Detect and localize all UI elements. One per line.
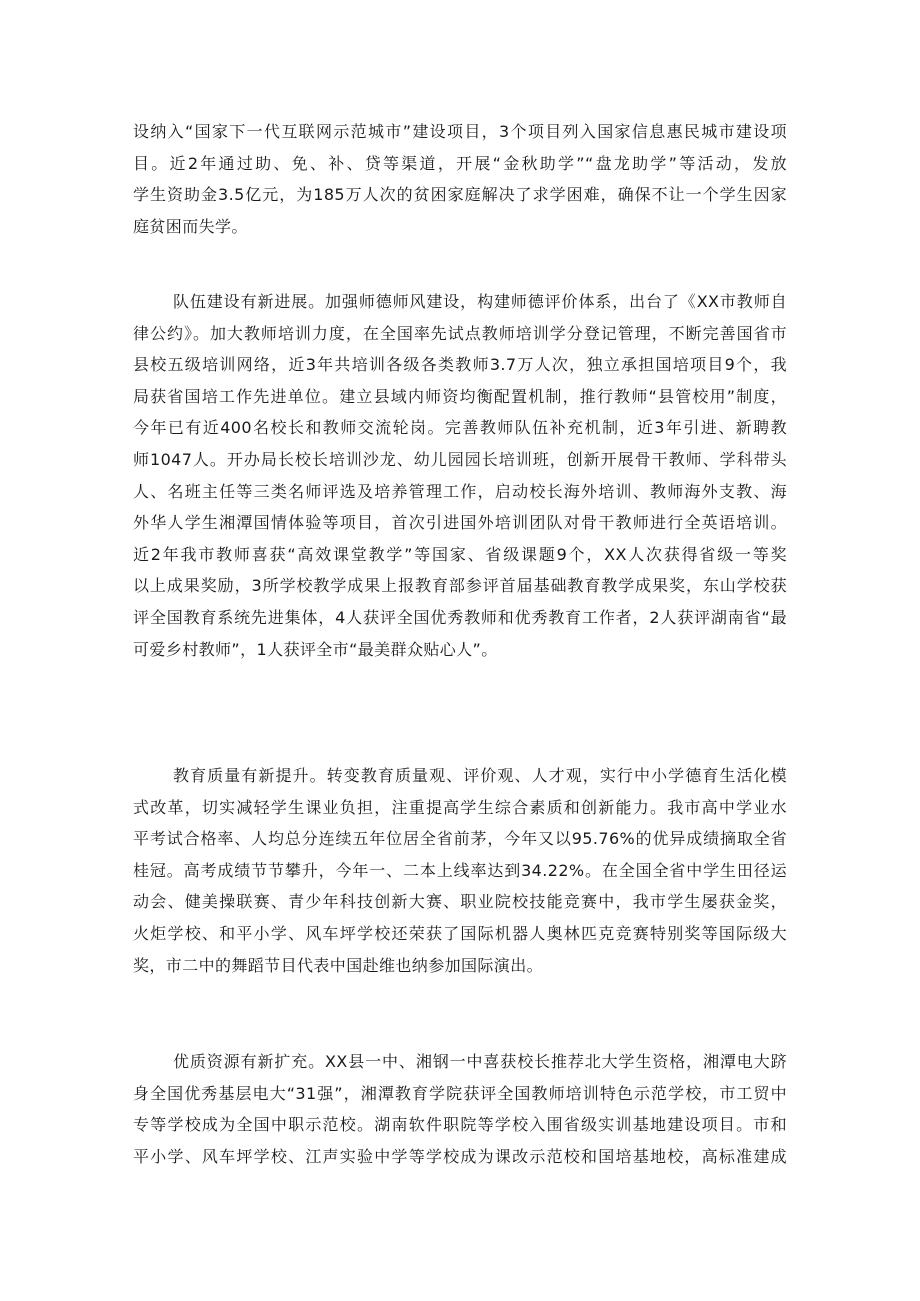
text-line: 评全国教育系统先进集体，4人获评全国优秀教师和优秀教育工作者，2人获评湖南省“最 — [133, 607, 787, 627]
text-line: 动会、健美操联赛、青少年科技创新大赛、职业院校技能竞赛中，我市学生屡获金奖， — [133, 892, 787, 912]
text-line: 队伍建设有新进展。加强师德师风建设，构建师德评价体系，出台了《XX市教师自 — [173, 292, 787, 311]
text-line: 目。近2年通过助、免、补、贷等渠道，开展“金秋助学”“盘龙助学”等活动，发放 — [133, 153, 787, 173]
text-line: 教育质量有新提升。转变教育质量观、评价观、人才观，实行中小学德育生活化模 — [173, 766, 787, 785]
text-line: 县校五级培训网络，近3年共培训各级各类教师3.7万人次，独立承担国培项目9个，我 — [133, 355, 787, 375]
text-line: 专等学校成为全国中职示范校。湖南软件职院等学校入围省级实训基地建设项目。市和 — [133, 1115, 787, 1135]
paragraph-teachers — [133, 286, 787, 665]
text-line: 局获省国培工作先进单位。建立县域内师资均衡配置机制，推行教师“县管校用”制度， — [133, 386, 787, 406]
text-line: 律公约》。加大教师培训力度，在全国率先试点教师培训学分登记管理，不断完善国省市 — [133, 323, 787, 343]
text-line: 可爱乡村教师”，1人获评全市“最美群众贴心人”。 — [133, 639, 498, 659]
text-line: 奖，市二中的舞蹈节目代表中国赴维也纳参加国际演出。 — [133, 955, 544, 975]
text-line: 优质资源有新扩充。XX县一中、湘钢一中喜获校长推荐北大学生资格，湘潭电大跻 — [173, 1052, 787, 1071]
text-line: 人、名班主任等三类名师评选及培养管理工作，启动校长海外培训、教师海外支教、海 — [133, 481, 787, 501]
paragraph-funding — [133, 116, 787, 242]
text-line: 式改革，切实减轻学生课业负担，注重提高学生综合素质和创新能力。我市高中学业水 — [133, 797, 787, 817]
text-line: 外华人学生湘潭国情体验等项目，首次引进国外培训团队对骨干教师进行全英语培训。 — [133, 513, 787, 533]
text-line: 平考试合格率、人均总分连续五年位居全省前茅，今年又以95.76%的优异成绩摘取全省 — [133, 829, 787, 849]
text-line: 以上成果奖励，3所学校教学成果上报教育部参评首届基础教育教学成果奖，东山学校获 — [133, 576, 787, 596]
text-line: 身全国优秀基层电大“31强”，湘潭教育学院获评全国教师培训特色示范学校，市工贸中 — [133, 1083, 787, 1103]
text-line: 桂冠。高考成绩节节攀升，今年一、二本上线率达到34.22%。在全国全省中学生田径运 — [133, 860, 787, 880]
text-line: 学生资助金3.5亿元，为185万人次的贫困家庭解决了求学困难，确保不让一个学生因家 — [133, 185, 787, 205]
paragraph-resources — [133, 1046, 787, 1172]
text-line: 师1047人。开办局长校长培训沙龙、幼儿园园长培训班，创新开展骨干教师、学科带头 — [133, 449, 787, 469]
text-line: 庭贫困而失学。 — [133, 216, 248, 236]
paragraph-quality — [133, 760, 787, 981]
text-line: 火炬学校、和平小学、风车坪学校还荣获了国际机器人奥林匹克竞赛特别奖等国际级大 — [133, 923, 787, 943]
text-line: 平小学、风车坪学校、江声实验中学等学校成为课改示范校和国培基地校，高标准建成 — [133, 1146, 787, 1166]
text-line: 今年已有近400名校长和教师交流轮岗。完善教师队伍补充机制，近3年引进、新聘教 — [133, 418, 787, 438]
text-line: 近2年我市教师喜获“高效课堂教学”等国家、省级课题9个，XX人次获得省级一等奖 — [133, 544, 787, 564]
text-line: 设纳入“国家下一代互联网示范城市”建设项目，3个项目列入国家信息惠民城市建设项 — [133, 122, 787, 141]
